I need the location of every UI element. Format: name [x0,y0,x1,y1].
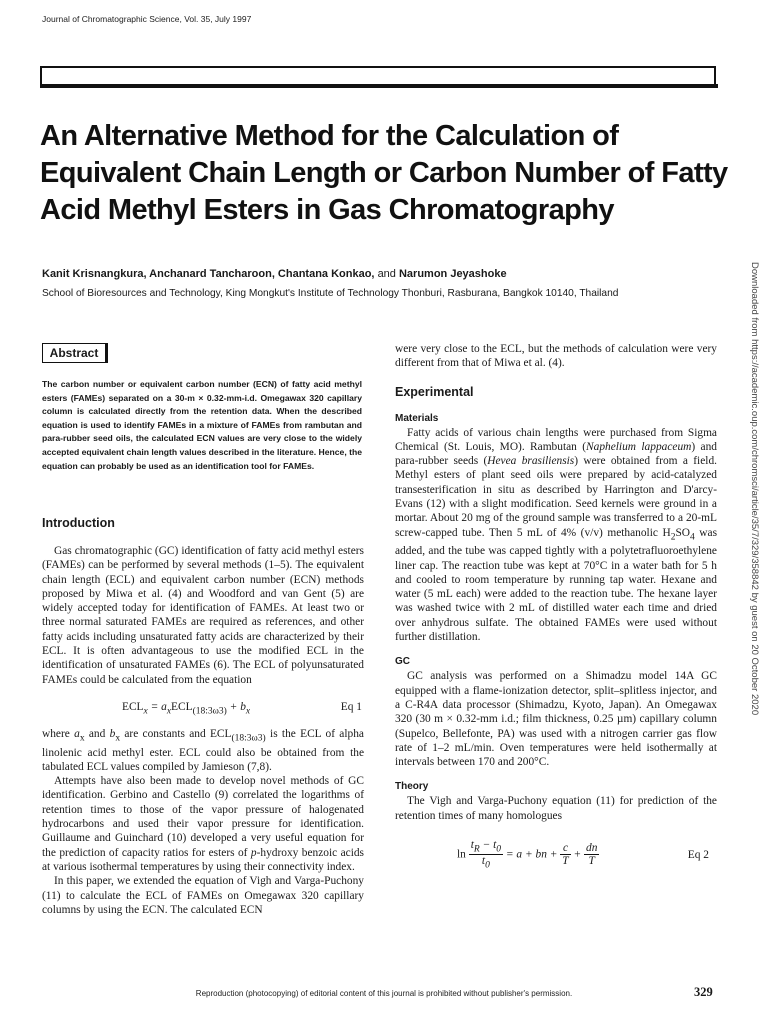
materials-heading: Materials [395,412,439,424]
theory-heading: Theory [395,781,429,793]
title-rule-box [40,66,716,86]
equation-2-formula: ln $\frac{t_R - t_0}{t_0}$ = a + bn + $\frac{c}{T}$ + $\frac{dn}{T}$ [457,839,598,871]
introduction-paragraph-4: In this paper, we extended the equation of Vigh and Varga-Puchony (11) to calculate the ECL of FAMEs on Omegawax 320 capillary columns by using the ECN. The calculated ECN [42,875,364,916]
materials-paragraph: Fatty acids of various chain lengths were purchased from Sigma Chemical (St. Louis, MO). Rambutan (Naphelium lappaceum) and para-rubber seeds (Hevea brasiliensis) were obtained from a field. Methyl esters of plant seed oils were prepared by acid-catalyzed transesterification in situ as described by Harrington and D'arcy-Evans (12) with a slight modification. Seed kernels were ground in a mortar. About 20 mg of the ground sample was transferred to a 20-mL screw-capped tube. Then 5 mL of 4% (v/v) methanolic $H_2SO_4$ was added, and the tube was capped tightly with a polytetrafluoroethylene liner cap. The reaction tube was kept at 70°C in a water bath for 5 h and cooled to room temperature by running tap water. Hexane and water (5 mL each) were added to the reaction tube. The hexane layer was washed twice with 2 mL of distilled water each time and dried over anhydrous sulfate. The obtained FAMEs were used without further distillation. [395,426,718,644]
abstract-heading-shadow [106,343,108,363]
equation-1-label: Eq 1 [340,700,362,713]
equation-1-formula: $ECL_x = a_xECL_{(18:3\omega 3)} + b_x$ [122,700,251,717]
p2-mid: are constants and ECL [124,727,232,740]
page-number: 329 [694,985,713,999]
copyright-footer: Reproduction (photocopying) of editorial content of this journal is prohibited without publisher's permission. [195,989,573,998]
abstract-heading: Abstract [42,343,106,363]
equation-1 [42,695,364,723]
introduction-paragraph-2: where $a_x$ and $b_x$ are constants and $ECL_{(18:3\omega 3)}$ is the ECL of alpha linolenic acid methyl ester. ECL could also be obtained from the tabulated ECL values compiled by Jamieson (7,8). [42,727,364,773]
gc-paragraph: GC analysis was performed on a Shimadzu model 14A GC equipped with a flame-ionization detector, split–splitless injector, and a C-R4A data processor (Shimadzu, Kyoto, Japan). An Omegawax 320 (30 m × 0.32-mm i.d.; film thickness, 0.25 µm) capillary column (Supelco, Bellefonte, PA) was used with a nitrogen carrier gas flow rate of 1–2 mL/min. Oven temperatures were held isothermally at intervals between 170 and 200°C. [395,670,717,769]
p2-start: where [42,727,70,740]
download-watermark-text: Downloaded from https://academic.oup.com/chromsci/article/35/7/329/358842 by guest on 20 October 2020 [749,262,760,716]
article-title: An Alternative Method for the Calculation of Equivalent Chain Length or Carbon Number of Fatty Acid Methyl Esters in Gas Chromatography [40,120,728,226]
gc-heading: GC [395,656,410,668]
materials-text-d: SO [675,526,691,539]
theory-paragraph: The Vigh and Varga-Puchony equation (11) for prediction of the retention times of many homologues [395,795,717,822]
introduction-heading: Introduction [42,516,115,530]
materials-text-b: ) and para-rubber seeds ( [395,440,717,468]
author-list [42,268,507,280]
introduction-paragraph-1: Gas chromatographic (GC) identification of fatty acid methyl esters (FAMEs) can be performed by several methods (1–5). The equivalent chain length (ECL) and equivalent carbon number (ECN) methods proposed by Miwa et al. (4) and Woodford and van Gent (5) are widely accepted today for identification of FAMEs. At least two or three normal saturated FAMEs are required as references, and other fatty acids including unsaturated fatty acids are characterized by their ECL. It is often advantageous to use the modified ECL in the identification of unsaturated FAMEs (6). The ECL of polyunsaturated FAMEs could be calculated from the equation [42,545,364,686]
introduction-section [42,516,364,917]
p3-text: Attempts have also been made to develop novel methods of GC identification. Gerbino and Castello (9) correlated the logarithms of retention times to those of the vapor pressure of halogenated hydrocarbons and used their vapor pressure for identification. Guillaume and Guinchard (10) developed a very useful equation for the prediction of capacity ratios for esters of [42,775,364,859]
p3-end: -hydroxy benzoic acids at various isothermal temperatures by using their connectivity index. [42,846,364,873]
introduction-paragraph-3 [42,774,364,874]
p3-italic: p [250,846,257,859]
right-column [395,342,717,881]
author-last: Narumon Jeyashoke [398,268,507,280]
p2-end: is the ECL of alpha linolenic acid methyl ester. ECL could also be obtained from the tabulated ECL values compiled by Jamieson (7,8). [42,727,364,773]
equation-2 [395,837,717,881]
author-conjunction: and [377,268,396,280]
title-rule-bottom [40,84,718,88]
introduction-continued: were very close to the ECL, but the methods of calculation were very different from that of Miwa et al. (4). [395,343,717,370]
materials-text-c: ) were obtained from a field. Methyl esters of plant seed oils were prepared by acid-catalyzed transesterification in situ as described by Harrington and D'arcy-Evans (12) with a slight modification. Seed kernels were ground in a mortar. About 20 mg of the ground sample was transferred to a 20-mL screw-capped tube. Then 5 mL of 4% (v/v) methanolic H [395,455,717,539]
running-head: Journal of Chromatographic Science, Vol. 35, July 1997 [42,14,252,24]
species-rambutan: Naphelium lappaceum [586,440,692,453]
affiliation: School of Bioresources and Technology, King Mongkut's Institute of Technology Thonburi, Rasburana, Bangkok 10140, Thailand [42,288,619,299]
materials-text-a: Fatty acids of various chain lengths were purchased from Sigma Chemical (St. Louis, MO). Rambutan ( [395,426,717,453]
species-para-rubber: Hevea brasiliensis [487,455,575,468]
download-watermark [748,262,762,762]
equation-2-label: Eq 2 [687,849,709,861]
author-names: Kanit Krisnangkura, Anchanard Tancharoon, Chantana Konkao, [42,268,375,280]
materials-text-e: was added, and the tube was capped tightly with a polytetrafluoroethylene liner cap. The reaction tube was kept at 70°C in a water bath for 5 h and cooled to room temperature by running tap water. Hexane and water (5 mL each) were added to the reaction tube. The hexane layer was washed twice with 2 mL of distilled water each time and dried over anhydrous sulfate. The obtained FAMEs were used without further distillation. [395,526,718,644]
abstract-text: The carbon number or equivalent carbon number (ECN) of fatty acid methyl esters (FAMEs) separated on a 30-m × 0.32-mm-i.d. Omegawax 320 capillary column is calculated directly from the retention data. When the described equation is used to identify FAMEs in a mixture of FAMEs from rambutan and para-rubber seed oils, the calculated ECN values are very close to the widely accepted equivalent chain length values described in the literature. Hence, the equation can probably be used as an identification tool for FAMEs. [42,379,362,471]
experimental-heading: Experimental [395,384,474,399]
